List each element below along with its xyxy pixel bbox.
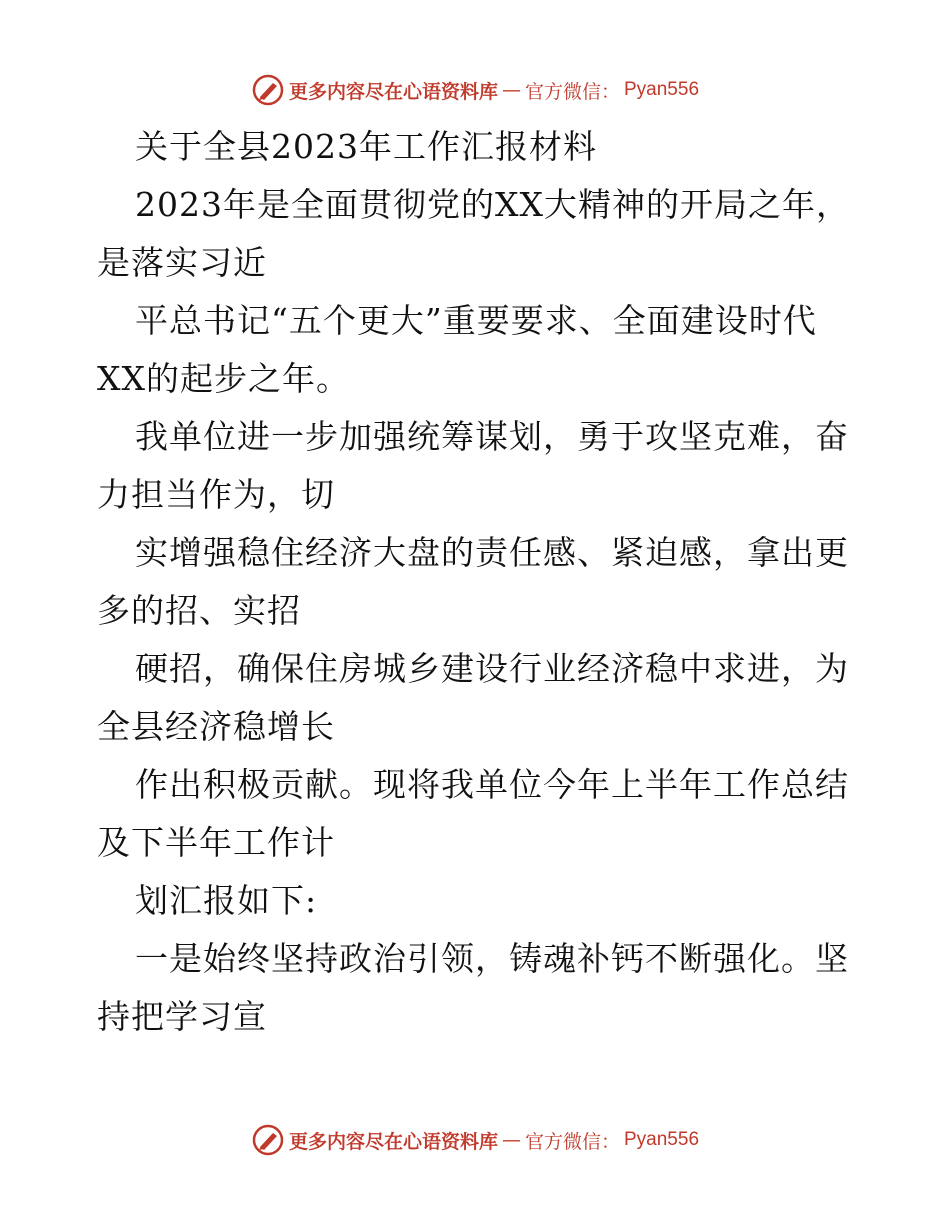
text-line: 是落实习近 — [97, 243, 267, 282]
text-line: 硬招，确保住房城乡建设行业经济稳中求进，为 — [135, 649, 849, 688]
watermark-label: 官方微信： — [524, 1130, 620, 1153]
watermark-handle: Pyan556 — [624, 79, 700, 100]
text-line: 2023年是全面贯彻党的XX大精神的开局之年， — [135, 185, 850, 224]
pen-logo-icon — [251, 1123, 285, 1157]
footer-watermark — [0, 1120, 950, 1160]
text-line: 实增强稳住经济大盘的责任感、紧迫感，拿出更 — [135, 533, 849, 572]
text-line: 平总书记“五个更大”重要要求、全面建设时代 — [135, 301, 817, 340]
text-line: 划汇报如下: — [135, 881, 318, 920]
watermark-text: 更多内容尽在心语资料库 — [288, 80, 498, 103]
header-watermark — [0, 70, 950, 110]
text-line: 及下半年工作计 — [97, 823, 335, 862]
text-line: 全县经济稳增长 — [97, 707, 335, 746]
text-line: 我单位进一步加强统筹谋划，勇于攻坚克难，奋 — [135, 417, 849, 456]
text-line: XX的起步之年。 — [97, 359, 350, 398]
text-line: 力担当作为，切 — [97, 475, 335, 514]
watermark-handle: Pyan556 — [624, 1129, 700, 1150]
text-line: 作出积极贡献。现将我单位今年上半年工作总结 — [135, 765, 849, 804]
text-line: 多的招、实招 — [97, 591, 301, 630]
pen-logo-icon — [251, 73, 285, 107]
watermark-text: 更多内容尽在心语资料库 — [288, 1130, 498, 1153]
document-body — [97, 118, 857, 1046]
document-title: 关于全县2023年工作汇报材料 — [135, 127, 597, 166]
text-line: 持把学习宣 — [97, 997, 267, 1036]
watermark-separator: — — [501, 79, 521, 101]
watermark-label: 官方微信： — [524, 80, 620, 103]
text-line: 一是始终坚持政治引领，铸魂补钙不断强化。坚 — [135, 939, 849, 978]
watermark-separator: — — [501, 1129, 521, 1151]
